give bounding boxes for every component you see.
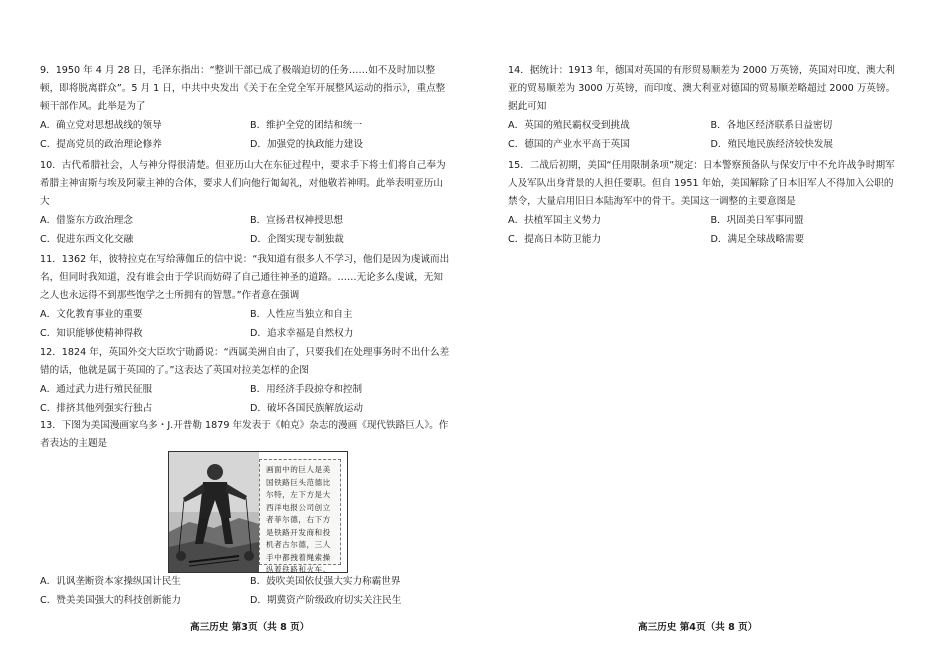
question-stem: 11．1362 年，彼特拉克在写给薄伽丘的信中说：“我知道有很多人不学习，他们是因为虔诚而出名，但同时我知道，没有谁会由于学识而妨碍了自己通往神圣的道路。……无论多么虔诚，无知之人也永远得不到那些饱学之士所拥有的智慧。”作者意在强调 (40, 254, 450, 301)
question-12 (40, 344, 450, 418)
option-a[interactable]: A．通过武力进行殖民征服 (40, 384, 153, 395)
question-stem: 9．1950 年 4 月 28 日，毛泽东指出：“整训干部已成了极端迫切的任务……如不及时加以整顿，即将脱离群众”。5 月 1 日，中共中央发出《关于在全党全军开展整风运动的指示》，重点整顿干部作风。此举是为了 (40, 65, 446, 112)
option-b[interactable]: B．鼓吹美国依仗强大实力称霸世界 (250, 576, 401, 587)
option-c[interactable]: C．提高党员的政治理论修养 (40, 139, 162, 150)
option-a[interactable]: A．讥讽垄断资本家操纵国计民生 (40, 576, 181, 587)
question-stem: 14．据统计：1913 年，德国对英国的有形贸易顺差为 2000 万英镑，英国对印度、澳大利亚的贸易顺差为 3000 万英镑，而印度、澳大利亚对德国的贸易顺差略超过 2000 万英镑。据此可知 (508, 65, 896, 112)
option-c[interactable]: C．德国的产业水平高于英国 (508, 139, 630, 150)
option-c[interactable]: C．促进东西文化交融 (40, 234, 134, 245)
question-13 (40, 417, 450, 453)
page-footer: 高三历史 第3页（共 8 页） (190, 622, 310, 633)
option-a[interactable]: A．英国的殖民霸权受到挑战 (508, 120, 630, 131)
question-stem: 15．二战后初期，美国“任用限制条项”规定：日本警察预备队与保安厅中不允许战争时期军人及军队出身背景的人担任要职。但自 1951 年始，美国解除了日本旧军人不得加入公职的禁令，大量启用旧日本陆海军中的骨干。美国这一调整的主要意图是 (508, 160, 895, 207)
question-13-options (40, 572, 450, 610)
option-b[interactable]: B．巩固美日军事同盟 (710, 215, 804, 226)
option-b[interactable]: B．各地区经济联系日益密切 (710, 120, 833, 131)
question-stem: 10．古代希腊社会，人与神分得很清楚。但亚历山大在东征过程中，要求手下将士们将自己奉为希腊主神宙斯与埃及阿蒙主神的合体，要求人们向他行匍匐礼，对他敬若神明。此举表明亚历山大 (40, 160, 446, 207)
question-stem: 13．下图为美国漫画家乌多・J.开普勒 1879 年发表于《帕克》杂志的漫画《现代铁路巨人》。作者表达的主题是 (40, 420, 449, 449)
option-d[interactable]: D．企图实现专制独裁 (250, 234, 344, 245)
option-a[interactable]: A．借鉴东方政治理念 (40, 215, 133, 226)
option-b[interactable]: B．宣扬君权神授思想 (250, 215, 343, 226)
question-11 (40, 251, 450, 343)
left-page (40, 0, 450, 672)
option-a[interactable]: A．文化教育事业的重要 (40, 309, 143, 320)
cartoon-caption-box (259, 459, 341, 574)
option-d[interactable]: D．追求幸福是自然权力 (250, 328, 354, 339)
option-b[interactable]: B．人性应当独立和自主 (250, 309, 353, 320)
option-d[interactable]: D．破坏各国民族解放运动 (250, 403, 363, 414)
option-d[interactable]: D．殖民地民族经济较快发展 (710, 139, 834, 150)
option-b[interactable]: B．维护全党的团结和统一 (250, 120, 363, 131)
question-10 (40, 157, 450, 249)
question-15 (508, 157, 903, 249)
cartoon-caption: 画面中的巨人是美国铁路巨头范德比尔特，左下方是大西洋电报公司创立者菲尔德，右下方是铁路开发商和投机者古尔德，三人手中都拽着绳索操纵着铁路和火车。 (266, 465, 331, 574)
option-c[interactable]: C．知识能够使精神得救 (40, 328, 143, 339)
option-a[interactable]: A．扶植军国主义势力 (508, 215, 601, 226)
option-c[interactable]: C．排挤其他列强实行独占 (40, 403, 153, 414)
option-d[interactable]: D．加强党的执政能力建设 (250, 139, 363, 150)
right-page (508, 0, 903, 672)
option-d[interactable]: D．期冀资产阶级政府切实关注民生 (250, 595, 402, 606)
question-stem: 12．1824 年，英国外交大臣坎宁勋爵说：“西属美洲自由了，只要我们在处理事务时不出什么差错的话，他就是属于英国的了。”这表达了英国对拉美怎样的企图 (40, 347, 450, 376)
question-9 (40, 62, 450, 154)
page-footer: 高三历史 第4页（共 8 页） (638, 622, 758, 633)
option-b[interactable]: B．用经济手段掠夺和控制 (250, 384, 363, 395)
question-14 (508, 62, 903, 154)
cartoon-image (168, 451, 348, 573)
option-d[interactable]: D．满足全球战略需要 (710, 234, 805, 245)
option-c[interactable]: C．赞美美国强大的科技创新能力 (40, 595, 182, 606)
railroad-giant-illustration (169, 452, 259, 572)
option-a[interactable]: A．确立党对思想战线的领导 (40, 120, 162, 131)
option-c[interactable]: C．提高日本防卫能力 (508, 234, 602, 245)
